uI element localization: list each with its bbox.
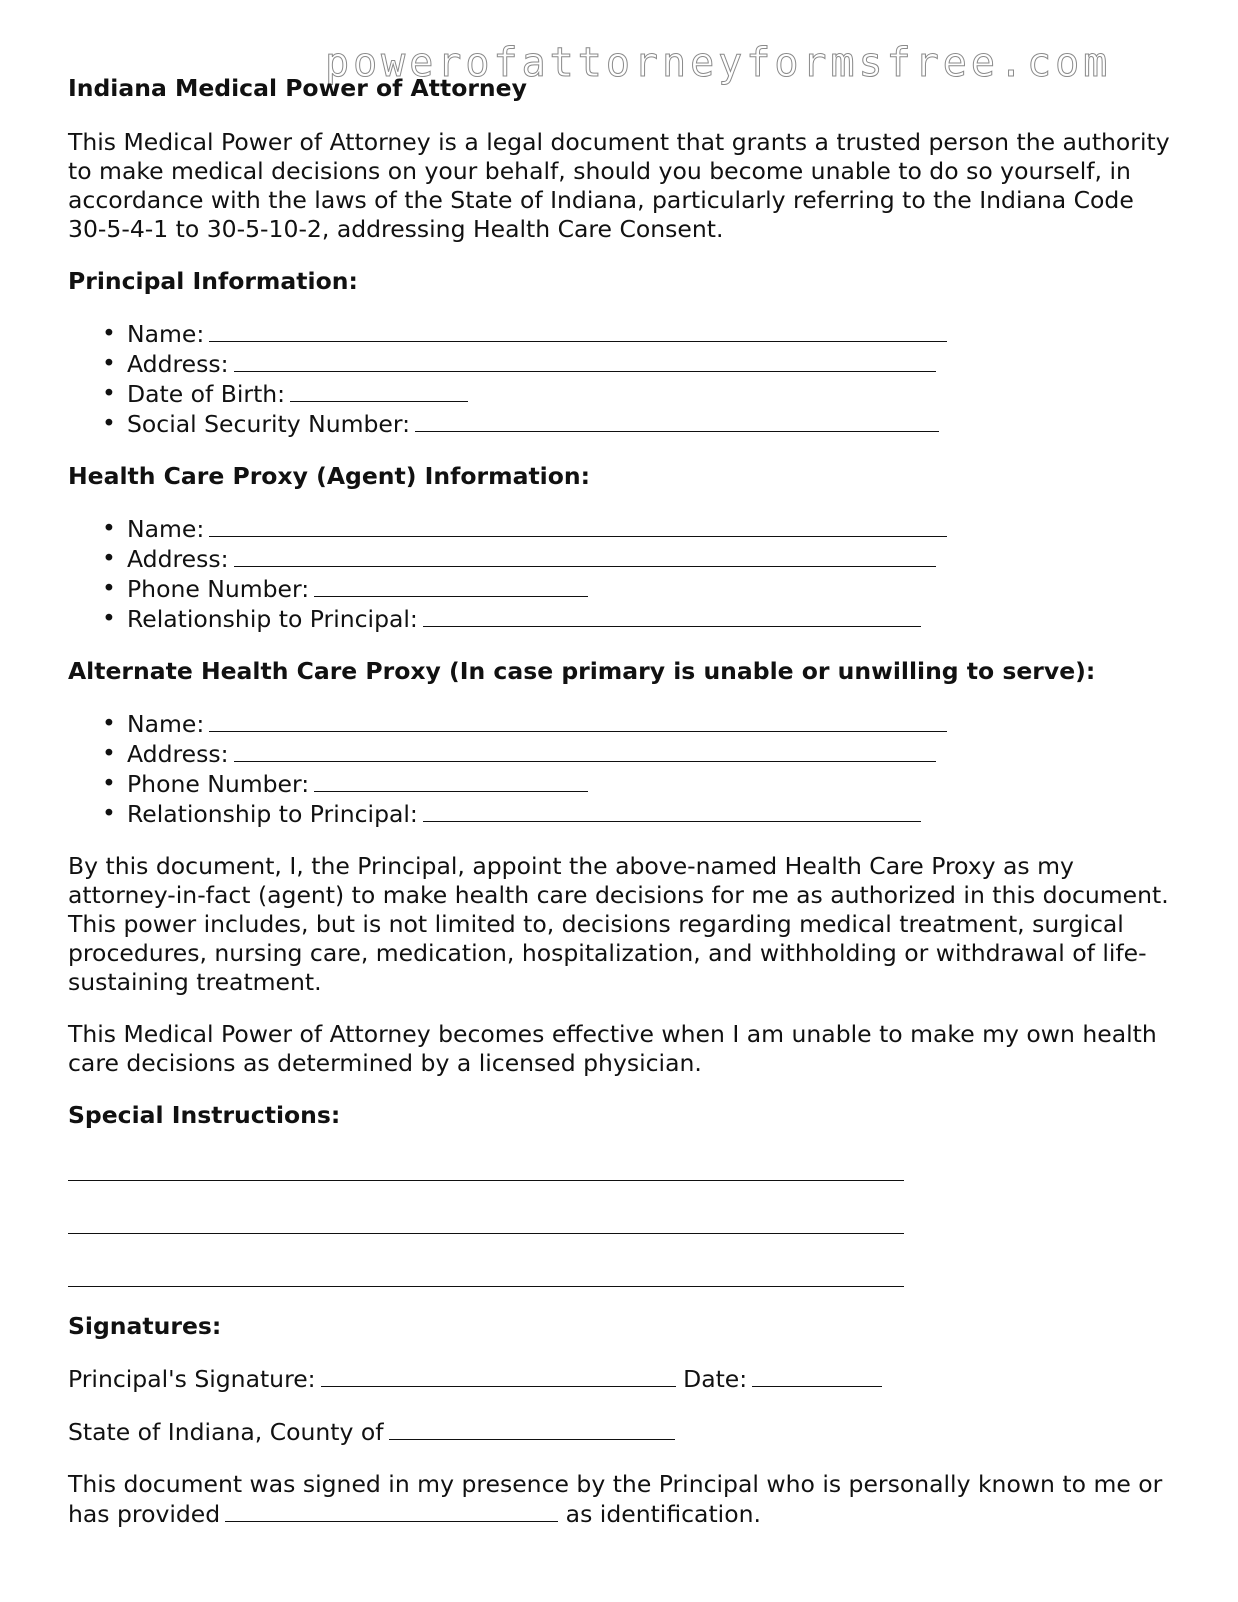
date-field[interactable]: [752, 1364, 882, 1387]
principal-dob-label: Date of Birth:: [127, 380, 286, 408]
alternate-phone-label: Phone Number:: [127, 770, 310, 798]
principal-ssn-field[interactable]: [415, 409, 939, 432]
alternate-name-label: Name:: [127, 710, 205, 738]
alternate-address-label: Address:: [127, 740, 229, 768]
principal-heading: Principal Information:: [68, 267, 358, 295]
principal-ssn-item: [127, 409, 1178, 439]
principal-signature-field[interactable]: [321, 1364, 676, 1387]
alternate-fields: [68, 709, 1178, 829]
principal-signature-row: [68, 1364, 1178, 1394]
effective-paragraph: This Medical Power of Attorney becomes effective when I am unable to make my own health care decisions as determined by a licensed physician.: [68, 1020, 1157, 1077]
agent-address-item: [127, 544, 1178, 574]
date-label: Date:: [683, 1365, 748, 1393]
agent-phone-label: Phone Number:: [127, 575, 310, 603]
signatures-heading: Signatures:: [68, 1312, 222, 1340]
alternate-phone-item: [127, 769, 1178, 799]
county-field[interactable]: [389, 1417, 675, 1440]
principal-address-field[interactable]: [234, 349, 936, 372]
document-page: [68, 74, 1178, 1529]
principal-dob-item: [127, 379, 1178, 409]
alternate-relationship-item: [127, 799, 1178, 829]
document-title: Indiana Medical Power of Attorney: [68, 74, 527, 102]
agent-name-item: [127, 514, 1178, 544]
principal-dob-field[interactable]: [290, 379, 468, 402]
alternate-relationship-label: Relationship to Principal:: [127, 800, 418, 828]
principal-address-label: Address:: [127, 350, 229, 378]
identification-field[interactable]: [225, 1499, 558, 1522]
principal-address-item: [127, 349, 1178, 379]
agent-relationship-label: Relationship to Principal:: [127, 605, 418, 633]
principal-name-field[interactable]: [209, 319, 947, 342]
county-label: State of Indiana, County of: [68, 1418, 384, 1446]
special-instructions-line-2[interactable]: [68, 1206, 904, 1234]
agent-relationship-field[interactable]: [423, 604, 921, 627]
alternate-address-item: [127, 739, 1178, 769]
alternate-name-item: [127, 709, 1178, 739]
special-instructions-heading: Special Instructions:: [68, 1101, 341, 1129]
alternate-name-field[interactable]: [209, 709, 947, 732]
appointment-paragraph: By this document, I, the Principal, appoint the above-named Health Care Proxy as my attorney-in-fact (agent) to make health care decisions for me as authorized in this document. This power includes, but is not limited to, decisions regarding medical treatment, surgical procedures, nursing care, medication, hospitalization, and withholding or withdrawal of life-sustaining treatment.: [68, 852, 1169, 996]
agent-name-field[interactable]: [209, 514, 947, 537]
special-instructions-line-1[interactable]: [68, 1153, 904, 1181]
agent-name-label: Name:: [127, 515, 205, 543]
watermark: powerofattorneyformsfree.com: [325, 40, 1112, 86]
county-row: [68, 1417, 1178, 1447]
alternate-address-field[interactable]: [234, 739, 936, 762]
principal-fields: [68, 319, 1178, 439]
witness-text-1: This document was signed in my presence by the Principal who is personally known to me or has provided: [68, 1470, 1163, 1528]
principal-signature-label: Principal's Signature:: [68, 1365, 316, 1393]
agent-phone-item: [127, 574, 1178, 604]
principal-ssn-label: Social Security Number:: [127, 410, 411, 438]
alternate-relationship-field[interactable]: [423, 799, 921, 822]
witness-paragraph: [68, 1470, 1178, 1529]
agent-phone-field[interactable]: [314, 574, 588, 597]
intro-paragraph: This Medical Power of Attorney is a legal document that grants a trusted person the authority to make medical decisions on your behalf, should you become unable to do so yourself, in accordance with the laws of the State of Indiana, particularly referring to the Indiana Code 30-5-4-1 to 30-5-10-2, addressing Health Care Consent.: [68, 128, 1170, 243]
alternate-heading: Alternate Health Care Proxy (In case primary is unable or unwilling to serve):: [68, 657, 1096, 685]
principal-name-label: Name:: [127, 320, 205, 348]
agent-fields: [68, 514, 1178, 634]
special-instructions-line-3[interactable]: [68, 1259, 904, 1287]
agent-heading: Health Care Proxy (Agent) Information:: [68, 462, 591, 490]
agent-relationship-item: [127, 604, 1178, 634]
witness-text-2: as identification.: [565, 1500, 761, 1528]
agent-address-label: Address:: [127, 545, 229, 573]
principal-name-item: [127, 319, 1178, 349]
alternate-phone-field[interactable]: [314, 769, 588, 792]
agent-address-field[interactable]: [234, 544, 936, 567]
